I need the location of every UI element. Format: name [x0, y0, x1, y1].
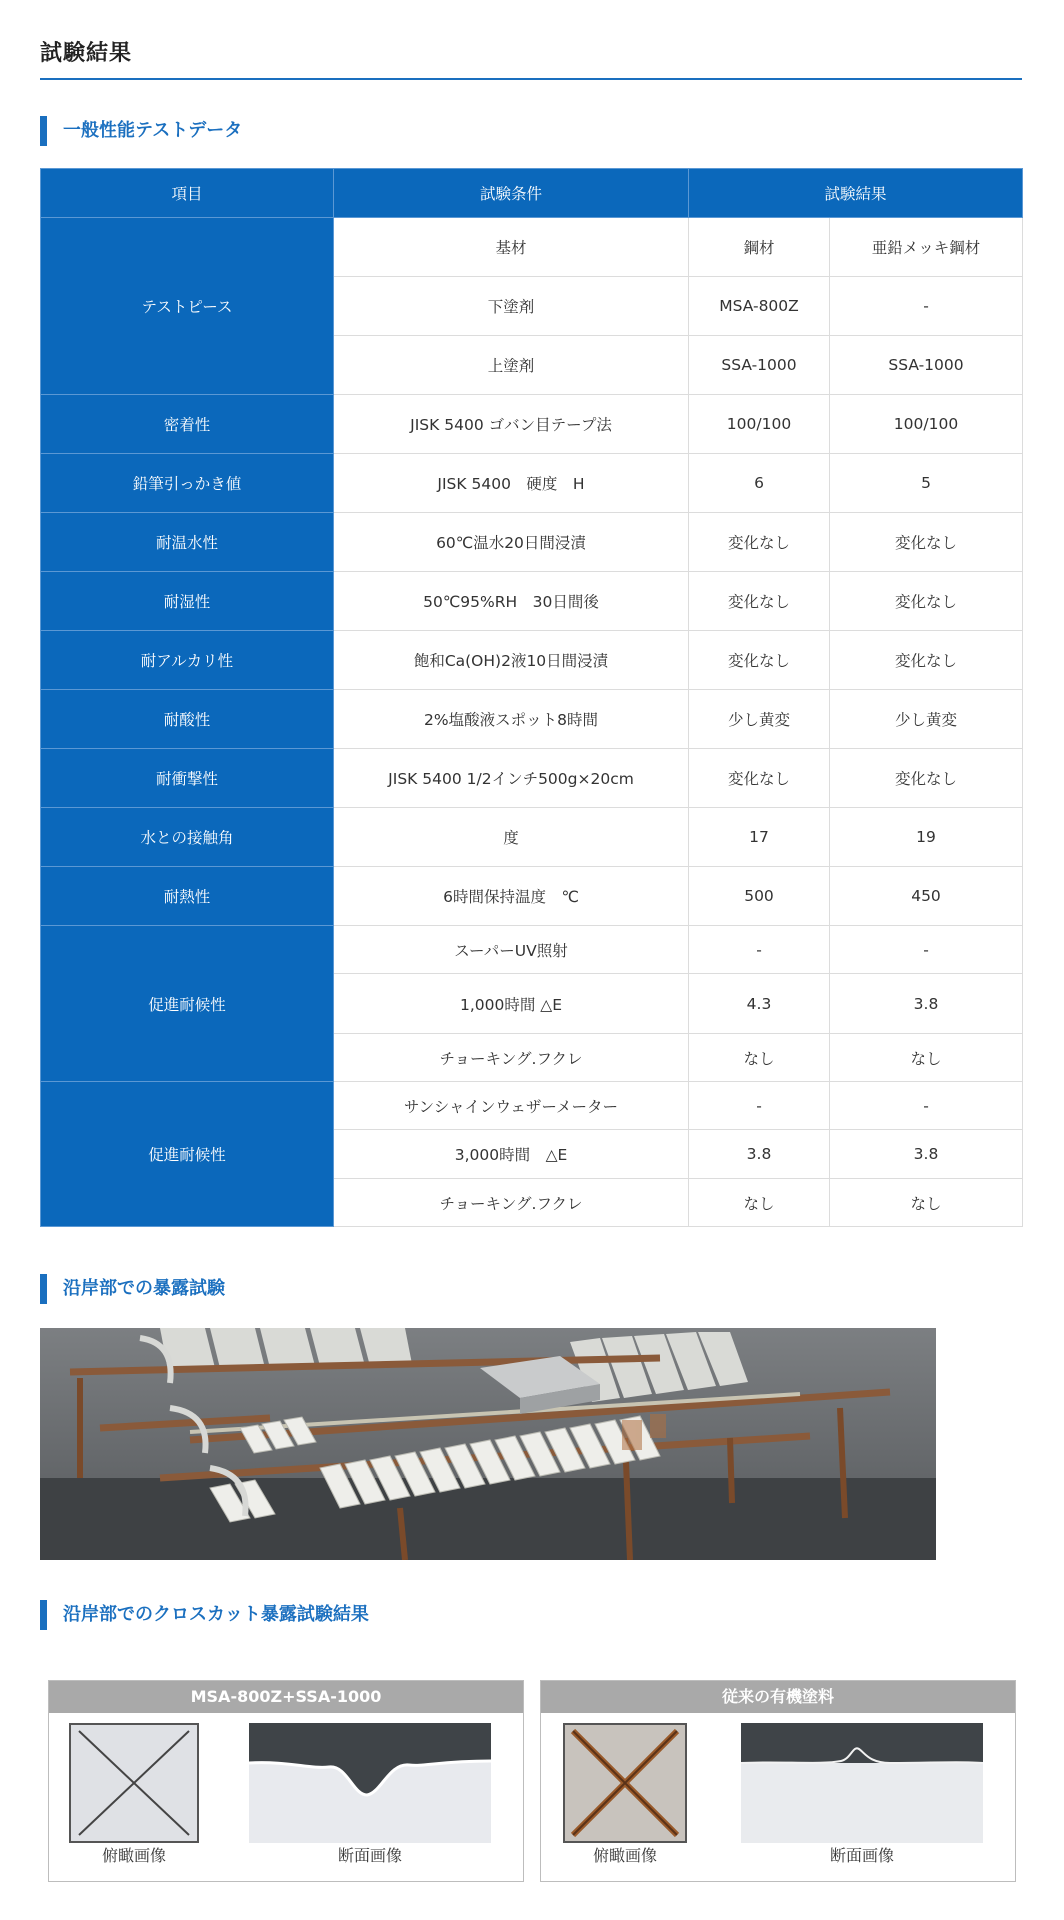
- msa-top-view-image: [69, 1723, 199, 1847]
- row-result-1: 500: [689, 867, 830, 926]
- msa-cross-section-image: [249, 1723, 491, 1847]
- row-item-label: 耐温水性: [41, 513, 334, 572]
- crosscut-title: 従来の有機塗料: [541, 1681, 1015, 1713]
- conventional-top-view-caption: 俯瞰画像: [592, 1846, 657, 1865]
- row-condition: 度: [334, 808, 689, 867]
- row-condition: チョーキング.フクレ: [334, 1034, 689, 1082]
- row-item-label: 耐酸性: [41, 690, 334, 749]
- table-row: [41, 1082, 1023, 1130]
- row-result-2: -: [830, 926, 1023, 974]
- title-divider: [40, 78, 1022, 80]
- row-result-1: 少し黄変: [689, 690, 830, 749]
- row-result-1: 変化なし: [689, 749, 830, 808]
- coastal-exposure-photo: [40, 1328, 936, 1560]
- row-condition: 上塗剤: [334, 336, 689, 395]
- row-result-1: MSA-800Z: [689, 277, 830, 336]
- row-result-2: SSA-1000: [830, 336, 1023, 395]
- table-row: [41, 808, 1023, 867]
- row-result-1: SSA-1000: [689, 336, 830, 395]
- row-condition: スーパーUV照射: [334, 926, 689, 974]
- row-result-2: 5: [830, 454, 1023, 513]
- row-item-label: 鉛筆引っかき値: [41, 454, 334, 513]
- conventional-cross-section-caption: 断面画像: [829, 1846, 894, 1865]
- table-row: [41, 690, 1023, 749]
- row-result-2: 亜鉛メッキ鋼材: [830, 218, 1023, 277]
- row-result-2: 少し黄変: [830, 690, 1023, 749]
- row-result-2: 変化なし: [830, 572, 1023, 631]
- row-result-1: -: [689, 926, 830, 974]
- performance-table: [40, 168, 1023, 1227]
- row-result-1: 17: [689, 808, 830, 867]
- row-condition: チョーキング.フクレ: [334, 1179, 689, 1227]
- table-row: [41, 218, 1023, 277]
- row-condition: JISK 5400 硬度 H: [334, 454, 689, 513]
- table-row: [41, 631, 1023, 690]
- table-row: [41, 572, 1023, 631]
- row-item-label: テストピース: [41, 218, 334, 395]
- row-item-label: 水との接触角: [41, 808, 334, 867]
- table-header-row: [41, 169, 1023, 218]
- table-row: [41, 395, 1023, 454]
- table-row: [41, 513, 1023, 572]
- row-result-1: なし: [689, 1179, 830, 1227]
- table-row: [41, 867, 1023, 926]
- row-condition: 飽和Ca(OH)2液10日間浸漬: [334, 631, 689, 690]
- row-condition: JISK 5400 1/2インチ500g×20cm: [334, 749, 689, 808]
- section-heading-coastal: 沿岸部での暴露試験: [40, 1274, 225, 1304]
- row-result-2: 19: [830, 808, 1023, 867]
- row-result-1: 変化なし: [689, 572, 830, 631]
- table-row: [41, 454, 1023, 513]
- conventional-cross-section-image: [741, 1723, 983, 1847]
- row-result-2: 450: [830, 867, 1023, 926]
- row-result-2: 変化なし: [830, 513, 1023, 572]
- row-condition: JISK 5400 ゴバン目テープ法: [334, 395, 689, 454]
- row-condition: 50℃95%RH 30日間後: [334, 572, 689, 631]
- row-item-label: 耐衝撃性: [41, 749, 334, 808]
- row-item-label: 密着性: [41, 395, 334, 454]
- row-result-1: なし: [689, 1034, 830, 1082]
- table-row: [41, 926, 1023, 974]
- exposure-rack-illustration: [40, 1328, 936, 1560]
- row-condition: 3,000時間 △E: [334, 1130, 689, 1179]
- row-condition: 1,000時間 △E: [334, 974, 689, 1034]
- row-result-2: -: [830, 277, 1023, 336]
- row-item-label: 耐アルカリ性: [41, 631, 334, 690]
- header-conditions: 試験条件: [334, 169, 689, 218]
- row-item-label: 耐熱性: [41, 867, 334, 926]
- row-result-2: -: [830, 1082, 1023, 1130]
- section-heading-crosscut: 沿岸部でのクロスカット暴露試験結果: [40, 1600, 369, 1630]
- crosscut-result-conventional: [540, 1680, 1016, 1882]
- section-heading-general: 一般性能テストデータ: [40, 116, 242, 146]
- header-results: 試験結果: [689, 169, 1023, 218]
- row-result-1: 3.8: [689, 1130, 830, 1179]
- row-result-1: 変化なし: [689, 631, 830, 690]
- row-condition: 2%塩酸液スポット8時間: [334, 690, 689, 749]
- row-result-2: 3.8: [830, 1130, 1023, 1179]
- crosscut-result-msa: [48, 1680, 524, 1882]
- row-result-2: なし: [830, 1034, 1023, 1082]
- row-result-2: 3.8: [830, 974, 1023, 1034]
- row-result-1: 100/100: [689, 395, 830, 454]
- row-result-2: 変化なし: [830, 749, 1023, 808]
- row-result-1: 変化なし: [689, 513, 830, 572]
- row-condition: 下塗剤: [334, 277, 689, 336]
- row-result-1: 4.3: [689, 974, 830, 1034]
- row-condition: 60℃温水20日間浸漬: [334, 513, 689, 572]
- row-result-1: 6: [689, 454, 830, 513]
- msa-top-view-caption: 俯瞰画像: [101, 1846, 166, 1865]
- row-result-2: 変化なし: [830, 631, 1023, 690]
- row-item-label: 促進耐候性: [41, 1082, 334, 1227]
- row-result-1: -: [689, 1082, 830, 1130]
- row-condition: 基材: [334, 218, 689, 277]
- conventional-top-view-image: [563, 1723, 687, 1847]
- crosscut-title: MSA-800Z+SSA-1000: [49, 1681, 523, 1713]
- row-result-1: 鋼材: [689, 218, 830, 277]
- msa-cross-section-caption: 断面画像: [337, 1846, 402, 1865]
- row-result-2: なし: [830, 1179, 1023, 1227]
- row-result-2: 100/100: [830, 395, 1023, 454]
- row-condition: サンシャインウェザーメーター: [334, 1082, 689, 1130]
- table-row: [41, 749, 1023, 808]
- page-title: 試験結果: [40, 41, 133, 66]
- row-item-label: 促進耐候性: [41, 926, 334, 1082]
- row-item-label: 耐湿性: [41, 572, 334, 631]
- header-item: 項目: [41, 169, 334, 218]
- row-condition: 6時間保持温度 ℃: [334, 867, 689, 926]
